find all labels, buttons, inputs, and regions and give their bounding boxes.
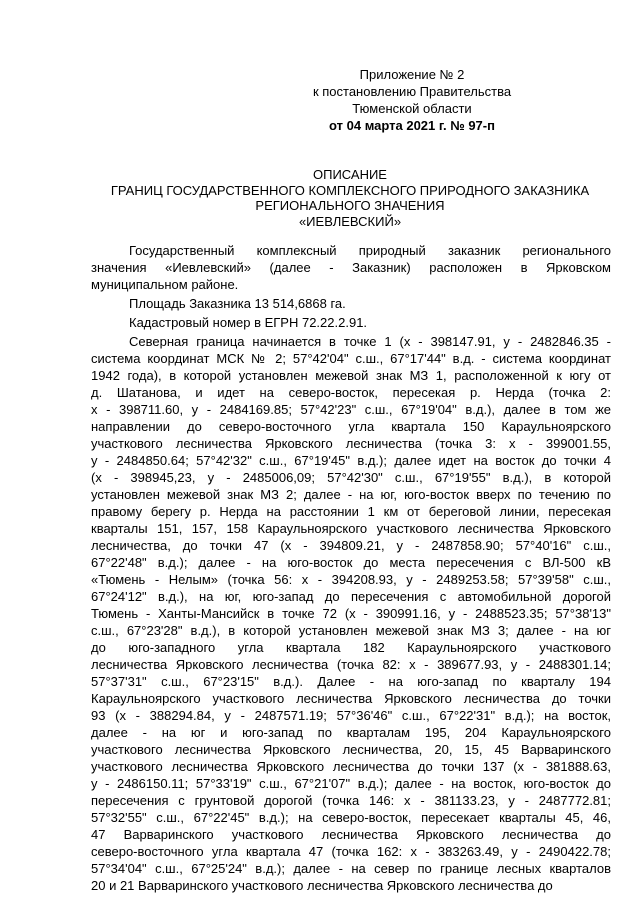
paragraph-line: муниципальном районе. bbox=[91, 277, 239, 292]
paragraph bbox=[91, 242, 611, 293]
heading-title: ОПИСАНИЕ bbox=[313, 167, 387, 182]
paragraph bbox=[91, 295, 611, 312]
paragraph bbox=[91, 314, 611, 331]
paragraph-line: до юго-западного угла квартала 182 Караульноярского участкового bbox=[91, 640, 611, 655]
paragraph-line: 20 и 21 Варваринского участкового лесничества Ярковского лесничества до bbox=[91, 878, 553, 893]
heading-line-1: ГРАНИЦ ГОСУДАРСТВЕННОГО КОМПЛЕКСНОГО ПРИРОДНОГО ЗАКАЗНИКА bbox=[110, 182, 590, 198]
paragraph-line: Тюмень - Ханты-Мансийск в точке 72 (х - 390991.16, у - 2488523.35; 57°38'13" bbox=[91, 606, 611, 621]
heading-line-2: РЕГИОНАЛЬНОГО ЗНАЧЕНИЯ bbox=[255, 198, 445, 213]
paragraph-line: система координат МСК № 2; 57°42'04" с.ш., 67°17'44" в.д. - система координат bbox=[91, 351, 611, 366]
document-body bbox=[91, 242, 611, 894]
paragraph-line: лесничества, до точки 47 (х - 394809.21, у - 2487858.90; 57°40'16" с.ш., bbox=[91, 538, 611, 553]
paragraph-line: направлении до северо-восточного угла квартала 150 Караульноярского bbox=[91, 419, 611, 434]
paragraph-line: (х - 398945,23, у - 2485006,09; 57°42'30" с.ш., 67°19'55" в.д.), в которой bbox=[91, 470, 611, 485]
paragraph-line: правому берегу р. Нерда на расстоянии 1 км от береговой линии, пересекая bbox=[91, 504, 611, 519]
paragraph-line: Площадь Заказника 13 514,6868 га. bbox=[129, 296, 346, 311]
paragraph-line: 93 (х - 388294.84, у - 2487571.19; 57°36'46" с.ш., 67°22'31" в.д.); на восток, bbox=[91, 708, 611, 723]
heading-line-3: «ИЕВЛЕВСКИЙ» bbox=[298, 213, 402, 229]
paragraph-line: «Тюмень - Нелым» (точка 56: х - 394208.93, у - 2489253.58; 57°39'58" с.ш., bbox=[91, 572, 611, 587]
paragraph-line: значения «Иевлевский» (далее - Заказник) расположен в Ярковском bbox=[91, 260, 611, 275]
paragraph-line: у - 2484850.64; 57°42'32" с.ш., 67°19'45" в.д.); далее идет на восток до точки 4 bbox=[91, 453, 611, 468]
paragraph-line: кварталы 151, 157, 158 Караульноярского участкового лесничества Ярковского bbox=[91, 521, 611, 536]
paragraph-line: лесничества Ярковского лесничества (точка 82: х - 389677.93, у - 2488301.14; bbox=[91, 657, 611, 672]
paragraph-line: 47 Варваринского участкового лесничества Ярковского лесничества до bbox=[91, 827, 611, 842]
paragraph-line: северо-восточного угла квартала 47 (точка 162: х - 383263.49, у - 2490422.78; bbox=[91, 844, 611, 859]
paragraph-line: 67°24'12" в.д.), на юг, юго-запад до пересечения с автомобильной дорогой bbox=[91, 589, 611, 604]
paragraph-line: д. Шатанова, и идет на северо-восток, пересекая р. Нерда (точка 2: bbox=[91, 385, 611, 400]
appendix-block bbox=[262, 66, 562, 134]
paragraph-line: установлен межевой знак МЗ 2; далее - на юг, юго-восток вверх по течению по bbox=[91, 487, 611, 502]
paragraph-line: 57°34'04" с.ш., 67°25'24" в.д.); далее - на север по границе лесных кварталов bbox=[91, 861, 611, 876]
appendix-date: от 04 марта 2021 г. № 97-п bbox=[329, 118, 495, 133]
paragraph-line: пересечения с грунтовой дорогой (точка 146: х - 381133.23, у - 2487772.81; bbox=[91, 793, 611, 808]
paragraph-line: участкового лесничества Ярковского лесничества, 20, 15, 45 Варваринского bbox=[91, 742, 611, 757]
appendix-line-2: Тюменской области bbox=[352, 101, 472, 116]
paragraph-line: Государственный комплексный природный заказник регионального bbox=[129, 243, 611, 258]
paragraph-line: с.ш., 67°23'28" в.д.), в которой установлен межевой знак МЗ 3; далее - на юг bbox=[91, 623, 611, 638]
paragraph-line: 1942 года), в которой установлен межевой знак МЗ 1, расположенной к югу от bbox=[91, 368, 611, 383]
paragraph-line: участкового лесничества Ярковского лесничества до точки 137 (х - 381888.63, bbox=[91, 759, 611, 774]
document-heading bbox=[60, 167, 640, 229]
paragraph-line: у - 2486150.11; 57°33'19" с.ш., 67°21'07" в.д.); далее - на восток, юго-восток до bbox=[91, 776, 611, 791]
paragraph-line: 67°22'48" в.д.); далее - на юго-восток до места пересечения с ВЛ-500 кВ bbox=[91, 555, 611, 570]
paragraph-line: х - 398711.60, у - 2484169.85; 57°42'23" с.ш., 67°19'04" в.д.), далее в том же bbox=[91, 402, 611, 417]
paragraph-line: 57°32'55" с.ш., 67°22'45" в.д.); на северо-восток, пересекает кварталы 45, 46, bbox=[91, 810, 611, 825]
appendix-line-1: к постановлению Правительства bbox=[312, 84, 512, 99]
paragraph-line: 57°37'31" с.ш., 67°23'15" в.д.). Далее - на юго-запад по кварталу 194 bbox=[91, 674, 611, 689]
paragraph-line: далее - на юг и юго-запад по кварталам 195, 204 Караульноярского bbox=[91, 725, 611, 740]
paragraph-line: Северная граница начинается в точке 1 (х - 398147.91, у - 2482846.35 - bbox=[129, 334, 611, 349]
paragraph-line: Караульноярского участкового лесничества Ярковского лесничества до точки bbox=[91, 691, 611, 706]
paragraph bbox=[91, 333, 611, 894]
paragraph-line: участкового лесничества Ярковского лесничества (точка 3: х - 399001.55, bbox=[91, 436, 611, 451]
appendix-number: Приложение № 2 bbox=[359, 67, 465, 82]
paragraph-line: Кадастровый номер в ЕГРН 72.22.2.91. bbox=[129, 315, 368, 330]
